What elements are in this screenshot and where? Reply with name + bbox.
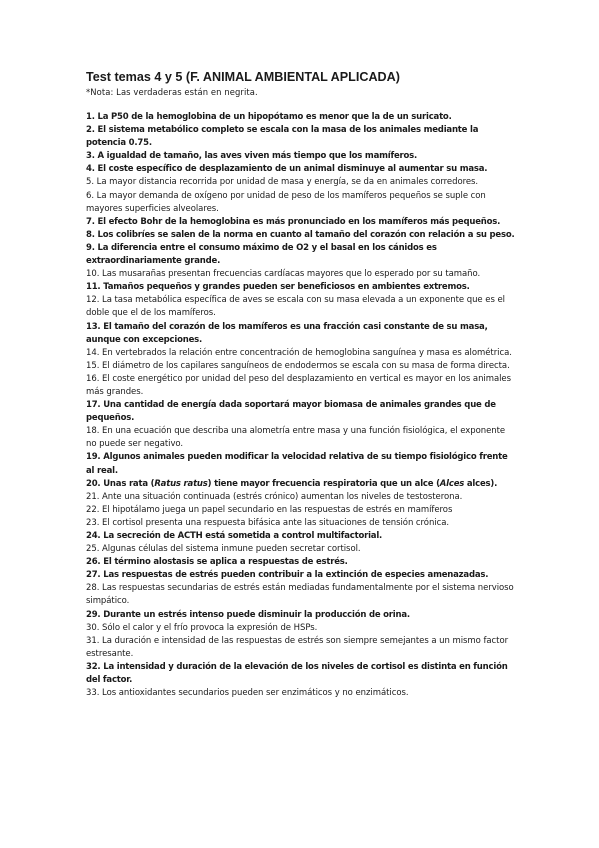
question-number: 14. bbox=[86, 347, 100, 358]
question-number: 10. bbox=[86, 269, 100, 280]
question-text: Ante una situación continuada (estrés crónico) aumentan los niveles de testosterona. bbox=[102, 491, 463, 502]
question-text: El cortisol presenta una respuesta bifásica ante las situaciones de tensión crónica. bbox=[102, 517, 450, 528]
question-number: 26. bbox=[86, 557, 101, 568]
question-text bbox=[103, 479, 497, 489]
question-text: La P50 de la hemoglobina de un hipopótamo es menor que la de un suricato. bbox=[97, 112, 452, 122]
question-number: 27. bbox=[86, 570, 101, 581]
question-item bbox=[86, 150, 516, 163]
question-number: 4. bbox=[86, 164, 95, 175]
question-text: El tamaño del corazón de los mamíferos es una fracción casi constante de su masa, aunque con excepciones. bbox=[86, 321, 488, 345]
question-list bbox=[86, 111, 516, 700]
question-number: 12. bbox=[86, 295, 100, 306]
question-item bbox=[86, 530, 516, 543]
question-item bbox=[86, 609, 516, 622]
question-item bbox=[86, 111, 516, 124]
question-item bbox=[86, 622, 516, 635]
question-item bbox=[86, 163, 516, 176]
question-number: 29. bbox=[86, 609, 101, 620]
question-item bbox=[86, 190, 516, 216]
question-text: Las respuestas secundarias de estrés están mediadas fundamentalmente por el sistema nervioso simpático. bbox=[86, 583, 514, 607]
question-number: 15. bbox=[86, 360, 100, 371]
question-number: 2. bbox=[86, 125, 95, 136]
question-number: 23. bbox=[86, 517, 100, 528]
species-name: Ratus ratus bbox=[154, 478, 208, 489]
question-text: El término alostasis se aplica a respuestas de estrés. bbox=[103, 557, 348, 568]
question-item bbox=[86, 268, 516, 281]
question-item bbox=[86, 229, 516, 242]
question-text-part: Unas rata ( bbox=[103, 478, 155, 489]
question-number: 22. bbox=[86, 504, 100, 515]
question-text: Las respuestas de estrés pueden contribuir a la extinción de especies amenazadas. bbox=[103, 570, 489, 581]
question-number: 19. bbox=[86, 452, 101, 463]
question-text: La secreción de ACTH está sometida a control multifactorial. bbox=[103, 531, 383, 541]
question-item bbox=[86, 635, 516, 661]
question-number: 24. bbox=[86, 531, 101, 541]
question-item bbox=[86, 347, 516, 360]
question-number: 20. bbox=[86, 478, 101, 489]
question-item bbox=[86, 176, 516, 189]
question-item bbox=[86, 687, 516, 700]
question-number: 7. bbox=[86, 216, 95, 227]
question-item bbox=[86, 478, 516, 491]
question-number: 32. bbox=[86, 661, 101, 672]
question-item bbox=[86, 425, 516, 451]
question-item bbox=[86, 504, 516, 517]
question-text: La diferencia entre el consumo máximo de O2 y el basal en los cánidos es extraordinariamente grande. bbox=[86, 242, 437, 267]
question-number: 5. bbox=[86, 177, 95, 188]
question-number: 30. bbox=[86, 622, 100, 633]
question-item bbox=[86, 661, 516, 687]
question-item bbox=[86, 451, 516, 477]
question-text: La mayor demanda de oxígeno por unidad de peso de los mamíferos pequeños se suple con mayores superficies alveolares. bbox=[86, 190, 486, 214]
question-item bbox=[86, 281, 516, 294]
question-text-part: alces). bbox=[464, 478, 498, 489]
question-item bbox=[86, 294, 516, 320]
question-item bbox=[86, 124, 516, 150]
question-text: En una ecuación que describa una alometría entre masa y una función fisiológica, el exponente no puede ser negativo. bbox=[86, 426, 506, 450]
question-text: El diámetro de los capilares sanguíneos de endodermos se escala con su masa de forma directa. bbox=[102, 360, 510, 371]
question-text: Las musarañas presentan frecuencias cardíacas mayores que lo esperado por su tamaño. bbox=[102, 269, 481, 280]
question-item bbox=[86, 543, 516, 556]
question-text: A igualdad de tamaño, las aves viven más tiempo que los mamíferos. bbox=[97, 151, 418, 162]
question-number: 31. bbox=[86, 635, 100, 646]
question-text: El efecto Bohr de la hemoglobina es más pronunciado en los mamíferos más pequeños. bbox=[97, 216, 501, 227]
question-text: Durante un estrés intenso puede disminuir la producción de orina. bbox=[103, 609, 410, 620]
question-text: Los colibríes se salen de la norma en cuanto al tamaño del corazón con relación a su peso. bbox=[97, 229, 515, 240]
question-item bbox=[86, 321, 516, 347]
question-text-part: ) tiene mayor frecuencia respiratoria que un alce ( bbox=[207, 478, 440, 489]
question-item bbox=[86, 582, 516, 608]
question-item bbox=[86, 399, 516, 425]
question-number: 33. bbox=[86, 688, 100, 699]
document-note: *Nota: Las verdaderas están en negrita. bbox=[86, 87, 258, 97]
question-text: Sólo el calor y el frío provoca la expresión de HSPs. bbox=[102, 622, 318, 633]
question-text: La duración e intensidad de las respuestas de estrés son siempre semejantes a un mismo factor estresante. bbox=[86, 635, 509, 659]
question-item bbox=[86, 216, 516, 229]
question-text: En vertebrados la relación entre concentración de hemoglobina sanguínea y masa es alométrica. bbox=[102, 347, 512, 358]
question-text: Una cantidad de energía dada soportará mayor biomasa de animales grandes que de pequeños. bbox=[86, 400, 496, 424]
question-item bbox=[86, 373, 516, 399]
question-text: El hipotálamo juega un papel secundario en las respuestas de estrés en mamíferos bbox=[102, 504, 453, 515]
question-number: 11. bbox=[86, 282, 101, 293]
question-item bbox=[86, 242, 516, 268]
species-name: Alces bbox=[439, 478, 465, 489]
question-number: 17. bbox=[86, 400, 101, 411]
question-text: La mayor distancia recorrida por unidad de masa y energía, se da en animales corredores. bbox=[96, 177, 479, 188]
question-text: Los antioxidantes secundarios pueden ser enzimáticos y no enzimáticos. bbox=[102, 688, 409, 699]
question-text: El coste específico de desplazamiento de un animal disminuye al aumentar su masa. bbox=[97, 164, 488, 175]
question-item bbox=[86, 556, 516, 569]
question-number: 1. bbox=[86, 112, 95, 122]
question-number: 3. bbox=[86, 151, 95, 162]
question-text: Algunas células del sistema inmune pueden secretar cortisol. bbox=[102, 544, 361, 555]
question-text: El sistema metabólico completo se escala con la masa de los animales mediante la potencia 0.75. bbox=[86, 125, 479, 149]
question-text: La tasa metabólica específica de aves se escala con su masa elevada a un exponente que es el doble que el de los mamíferos. bbox=[86, 295, 505, 319]
question-number: 25. bbox=[86, 544, 100, 555]
question-number: 9. bbox=[86, 242, 95, 253]
question-text: El coste energético por unidad del peso del desplazamiento en vertical es mayor en los animales más grandes. bbox=[86, 373, 511, 397]
question-number: 21. bbox=[86, 491, 100, 502]
question-item bbox=[86, 517, 516, 530]
question-text: Tamaños pequeños y grandes pueden ser beneficiosos en ambientes extremos. bbox=[103, 282, 470, 293]
question-item bbox=[86, 569, 516, 582]
question-number: 16. bbox=[86, 373, 100, 384]
question-number: 13. bbox=[86, 321, 101, 332]
question-text: La intensidad y duración de la elevación de los niveles de cortisol es distinta en función del factor. bbox=[86, 661, 508, 686]
question-number: 8. bbox=[86, 229, 95, 240]
question-item bbox=[86, 491, 516, 504]
question-number: 6. bbox=[86, 190, 95, 201]
question-number: 28. bbox=[86, 583, 100, 594]
document-title: Test temas 4 y 5 (F. ANIMAL AMBIENTAL APLICADA) bbox=[86, 70, 400, 84]
question-item bbox=[86, 360, 516, 373]
question-number: 18. bbox=[86, 426, 100, 437]
question-text: Algunos animales pueden modificar la velocidad relativa de su tiempo fisiológico frente al real. bbox=[86, 452, 508, 476]
document-page bbox=[86, 70, 516, 700]
